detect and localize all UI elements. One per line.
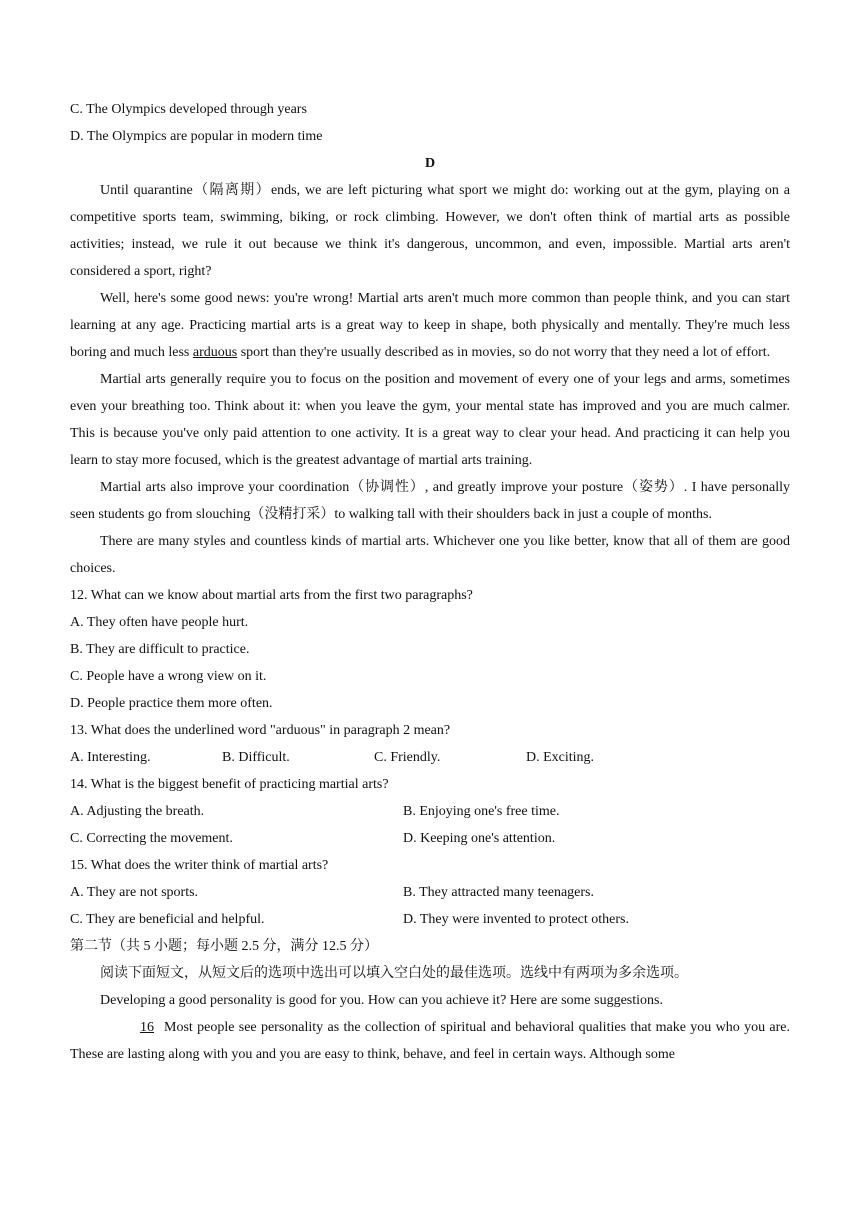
question-15-option-d: D. They were invented to protect others.: [403, 912, 630, 927]
question-13-option-c: C. Friendly.: [374, 750, 441, 765]
question-12-stem: 12. What can we know about martial arts from the first two paragraphs?: [70, 588, 473, 603]
paragraph-2-start: Well, here's some good news: you're wrong! Martial arts aren't much more common than people think, and you can start learning at any age. Practicing martial arts is a great way to keep in shape, both physically and mentally. They're much less boring and much less: [70, 291, 790, 360]
question-14-options-ab: [70, 798, 790, 825]
question-14-option-a: A. Adjusting the breath.: [70, 804, 205, 819]
question-12-option-c: C. People have a wrong view on it.: [70, 669, 267, 684]
question-15-options-ab: [70, 879, 790, 906]
question-15-stem: 15. What does the writer think of martial arts?: [70, 858, 329, 873]
paragraph-3: Martial arts generally require you to focus on the position and movement of every one of your legs and arms, sometimes even your breathing too. Think about it: when you leave the gym, your mental state has improved and you are much calmer. This is because you've only paid attention to one activity. It is a great way to clear your head. And practicing it can help you learn to stay more focused, which is the greatest advantage of martial arts training.: [70, 372, 790, 468]
question-14-stem: 14. What is the biggest benefit of practicing martial arts?: [70, 777, 389, 792]
section-2-paragraph-1: [70, 1014, 790, 1068]
question-14-options-cd: [70, 825, 790, 852]
question-14-option-b: B. Enjoying one's free time.: [403, 804, 560, 819]
question-13-stem: 13. What does the underlined word "arduous" in paragraph 2 mean?: [70, 723, 451, 738]
passage-heading: D: [424, 156, 436, 171]
paragraph-4: Martial arts also improve your coordination（协调性）, and greatly improve your posture（姿势）. I have personally seen students go from slouching（没精打采）to walking tall with their shoulders back in just a couple of months.: [70, 480, 790, 522]
paragraph-1: Until quarantine（隔离期）ends, we are left picturing what sport we might do: working out at the gym, playing on a competitive sports team, swimming, biking, or rock climbing. However, we don't often think of martial arts as possible activities; instead, we rule it out because we think it's dangerous, uncommon, and even, impossible. Martial arts aren't considered a sport, right?: [70, 183, 790, 279]
blank-16: 16: [140, 1020, 154, 1035]
question-13-option-d: D. Exciting.: [526, 750, 595, 765]
question-13-option-a: A. Interesting.: [70, 750, 151, 765]
underlined-word: arduous: [192, 345, 238, 360]
section-2-paragraph-1-text: Most people see personality as the collection of spiritual and behavioral qualities that make you who you are. These are lasting along with you and you are easy to think, behave, and feel in certain ways. Although some: [70, 1020, 790, 1062]
paragraph-2-end: sport than they're usually described as in movies, so do not worry that they need a lot of effort.: [237, 345, 771, 360]
section-2-instruction: 阅读下面短文，从短文后的选项中选出可以填入空白处的最佳选项。选线中有两项为多余选项。: [100, 966, 688, 981]
paragraph-5: There are many styles and countless kinds of martial arts. Whichever one you like better, know that all of them are good choices.: [70, 534, 790, 576]
question-15-option-b: B. They attracted many teenagers.: [403, 885, 594, 900]
paragraph-2: [70, 285, 790, 366]
option-d-prev: D. The Olympics are popular in modern time: [70, 129, 323, 144]
section-2-title: 第二节（共 5 小题；每小题 2.5 分，满分 12.5 分）: [70, 939, 378, 954]
section-2-intro: Developing a good personality is good for you. How can you achieve it? Here are some suggestions.: [100, 993, 663, 1008]
question-15-options-cd: [70, 906, 790, 933]
option-c-prev: C. The Olympics developed through years: [70, 102, 307, 117]
question-13-option-b: B. Difficult.: [222, 750, 290, 765]
question-14-option-c: C. Correcting the movement.: [70, 831, 233, 846]
question-15-option-c: C. They are beneficial and helpful.: [70, 912, 265, 927]
question-14-option-d: D. Keeping one's attention.: [403, 831, 556, 846]
exam-page: [70, 96, 790, 1068]
question-12-option-b: B. They are difficult to practice.: [70, 642, 250, 657]
question-12-option-a: A. They often have people hurt.: [70, 615, 249, 630]
question-13-options: [70, 744, 790, 771]
question-12-option-d: D. People practice them more often.: [70, 696, 273, 711]
question-15-option-a: A. They are not sports.: [70, 885, 199, 900]
